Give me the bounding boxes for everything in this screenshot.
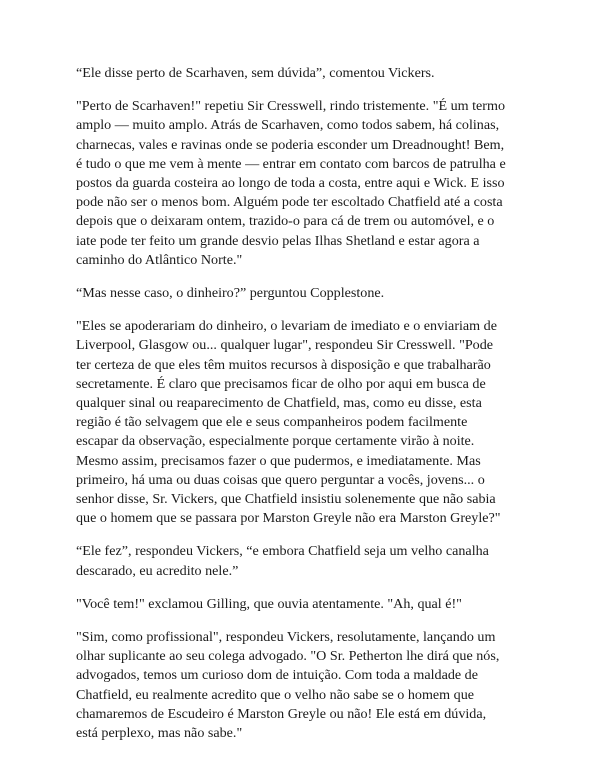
paragraph-6: "Você tem!" exclamou Gilling, que ouvia atentamente. "Ah, qual é!" <box>76 595 462 612</box>
paragraph-2: "Perto de Scarhaven!" repetiu Sir Cresswell, rindo tristemente. "É um termo amplo — muito amplo. Atrás de Scarhaven, como todos sabem, há colinas, charnecas, vales e ravinas onde se poderia esconder um Dreadnought! Bem, é tudo o que me vem à mente — entrar em contato com barcos de patrulha e postos da guarda costeira ao longo de toda a costa, entre aqui e Wick. E isso pode não ser o menos bom. Alguém pode ter escoltado Chatfield até a costa depois que o deixaram ontem, trazido-o para cá de trem ou automóvel, e o iate pode ter feito um grande desvio pelas Ilhas Shetland e estar agora a caminho do Atlântico Norte." <box>76 98 506 268</box>
paragraph-3: “Mas nesse caso, o dinheiro?” perguntou Copplestone. <box>76 285 385 302</box>
body-text <box>76 64 536 757</box>
paragraph-5: “Ele fez”, respondeu Vickers, “e embora Chatfield seja um velho canalha descarado, eu acredito nele.” <box>76 543 489 579</box>
paragraph-7: "Sim, como profissional", respondeu Vickers, resolutamente, lançando um olhar suplicante ao seu colega advogado. "O Sr. Petherton lhe dirá que nós, advogados, temos um curioso dom de intuição. Com toda a maldade de Chatfield, eu realmente acredito que o velho não sabe se o homem que chamaremos de Escudeiro é Marston Greyle ou não! Ele está em dúvida, está perplexo, mas não sabe." <box>76 629 500 742</box>
paragraph-1: “Ele disse perto de Scarhaven, sem dúvida”, comentou Vickers. <box>76 65 435 81</box>
paragraph-4: "Eles se apoderariam do dinheiro, o levariam de imediato e o enviariam de Liverpool, Glasgow ou... qualquer lugar", respondeu Sir Cresswell. "Pode ter certeza de que eles têm muitos recursos à disposição e que trabalharão secretamente. É claro que precisamos ficar de olho por aqui em busca de qualquer sinal ou reaparecimento de Chatfield, mas, como eu disse, esta região é tão selvagem que ele e seus companheiros podem facilmente escapar da observação, especialmente porque certamente virão à noite. Mesmo assim, precisamos fazer o que pudermos, e imediatamente. Mas primeiro, há uma ou duas coisas que quero perguntar a vocês, jovens... o senhor disse, Sr. Vickers, que Chatfield insistiu solenemente que não sabia que o homem que se passara por Marston Greyle não era Marston Greyle?" <box>76 318 501 527</box>
